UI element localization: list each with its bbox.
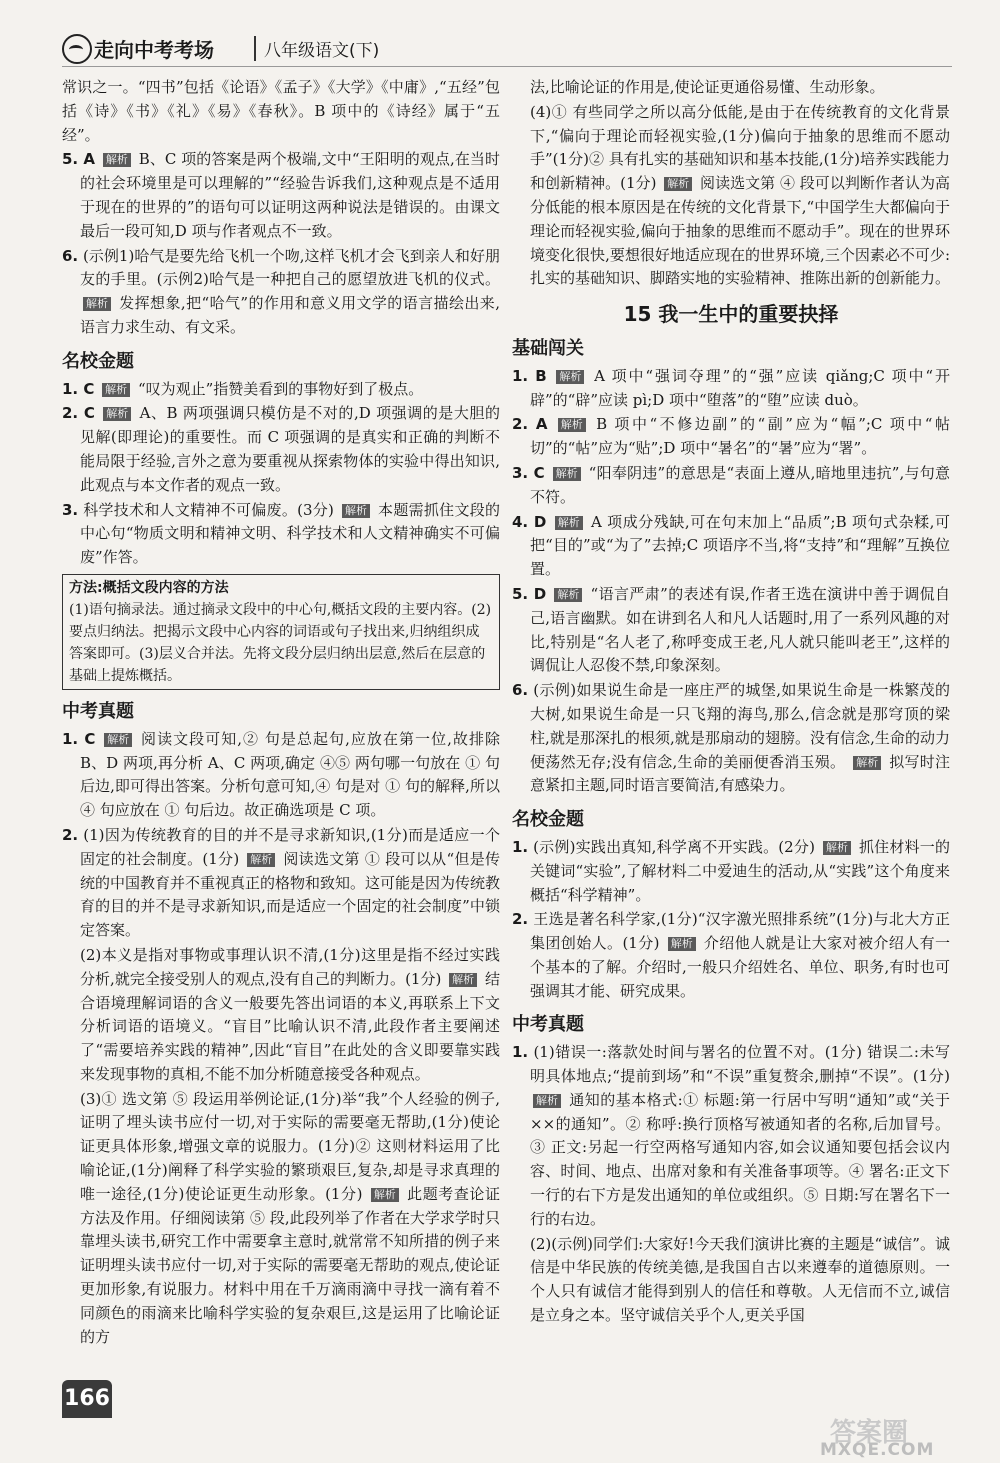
- answer-number: 1.: [512, 1043, 529, 1062]
- answer-text: 阅读文段可知,② 句是总起句,应放在第一位,故排除 B、D 两项,再分析 A、C 两项,确定 ④⑤ 两句哪一句放在 ① 句后边,即可得出答案。分析句意可知,④ 句是对 ① 句的解释,所以 ④ 句应放在 ① 句后边。故正确选项是 C 项。: [80, 729, 500, 820]
- analysis-text: 通知的基本格式:① 标题:第一行居中写明“通知”或“关于××的通知”。② 称呼:换行顶格写被通知者的名称,后加冒号。③ 正文:另起一行空两格写通知内容,如会议通知要包括会议内容、时间、地点、出席对象和有关准备事项等。④ 署名:正文下一行的右下方是发出通知的单位或组织。⑤ 日期:写在署名下一行的右边。: [530, 1090, 950, 1228]
- section-heading: 名校金题: [512, 809, 584, 831]
- analysis-tag: 解析: [533, 1094, 561, 1108]
- answer-text: (示例1)哈气是要先给飞机一个吻,这样飞机才会飞到亲人和好朋友的手里。(示例2)哈气是一种把自己的愿望放进飞机的仪式。: [80, 246, 500, 289]
- analysis-tag: 解析: [668, 937, 696, 951]
- right-column: [512, 76, 950, 1329]
- brand-title: 走向中考考场: [94, 38, 214, 62]
- header-divider: [62, 66, 952, 67]
- answer-number: 2.: [62, 825, 79, 844]
- section-heading: 中考真题: [512, 1014, 584, 1036]
- watermark-url: MXQE.COM: [820, 1440, 935, 1460]
- answer-number: 1. C: [62, 379, 95, 398]
- method-body: (1)语句摘录法。通过摘录文段中的中心句,概括文段的主要内容。(2)要点归纳法。把揭示文段中心内容的词语或句子找出来,归纳组织成答案即可。(3)层义合并法。先将文段分层归纳出层意,然后在层意的基础上提炼概括。: [69, 601, 492, 684]
- answer-text: A、B 两项强调只模仿是不对的,D 项强调的是大胆的见解(即理论)的重要性。而 C 项强调的是真实和正确的判断不能局限于经验,言外之意为要重视从探索物体的实验中得出知识,此观点与本文作者的观点一致。: [80, 404, 500, 494]
- answer-b4: [512, 511, 950, 582]
- answer-b5: [512, 583, 950, 678]
- answer-number: 3. C: [512, 463, 545, 482]
- analysis-tag: 解析: [554, 588, 582, 602]
- answer-text: A 项成分残缺,可在句末加上“品质”;B 项句式杂糅,可把“目的”或“为了”去掉;C 项语序不当,将“支持”和“理解”互换位置。: [530, 512, 950, 579]
- analysis-tag: 解析: [104, 733, 132, 747]
- analysis-tag: 解析: [247, 853, 275, 867]
- page-number: 166: [62, 1380, 112, 1418]
- answer-b1: [512, 365, 950, 413]
- answer-number: 2. A: [512, 415, 548, 434]
- answer-z2-1: [62, 824, 500, 943]
- answer-text: B、C 项的答案是两个极端,文中“王阳明的观点,在当时的社会环境里是可以理解的”“经验告诉我们,这种观点是不适用于现在的世界的”的语句可以证明这两种说法是错误的。由课文最后一段可知,D 项与作者观点不一致。: [80, 150, 500, 240]
- answer-b2: [512, 413, 950, 461]
- analysis-tag: 解析: [823, 841, 851, 855]
- analysis-tag: 解析: [103, 407, 131, 421]
- answer-6: [62, 245, 500, 340]
- lesson-title: 15 我一生中的重要抉择: [623, 302, 839, 327]
- answer-rz1: [512, 1041, 950, 1231]
- answer-number: 2. C: [62, 404, 95, 423]
- answer-number: 4. D: [512, 512, 547, 531]
- answer-m3: [62, 499, 500, 570]
- page-header: [62, 28, 952, 68]
- answer-text: “阳奉阴违”的意思是“表面上遵从,暗地里违抗”,与句意不符。: [530, 463, 950, 506]
- section-heading: 基础闯关: [512, 337, 584, 359]
- answer-text: (2)本义是指对事物或事理认识不清,(1分)这里是指不经过实践分析,就完全接受别人的观点,没有自己的判断力。(1分): [80, 945, 500, 988]
- analysis-text: 发挥想象,把“哈气”的作用和意义用文学的语言描绘出来,语言力求生动、有文采。: [80, 294, 500, 336]
- analysis-text: 抓住材料一的关键词“实验”,了解材料二中爱迪生的活动,从“实践”这个角度来概括“科学精神”。: [530, 837, 950, 904]
- answer-rm2: [512, 908, 950, 1003]
- analysis-text: 本题需抓住文段的中心句“物质文明和精神文明、科学技术和人文精神确实不可偏废”作答。: [80, 500, 500, 567]
- answer-m2: [62, 402, 500, 497]
- analysis-tag: 解析: [103, 153, 131, 167]
- analysis-text: 阅读选文第 ④ 段可以判断作者认为高分低能的根本原因是在传统的文化背景下,“中国学生大都偏向于理论而轻视实验,偏向于抽象的思维而不愿动手”。现在的世界环境变化很快,要想很好地适应现在的世界环境,三个因素必不可少:扎实的基础知识、脚踏实地的实验精神、推陈出新的创新能力。: [530, 174, 951, 288]
- answer-text: B 项中“不修边副”的“副”应为“幅”;C 项中“帖切”的“帖”应为“贴”;D 项中“暑名”的“暑”应为“署”。: [530, 415, 950, 458]
- answer-number: 1. C: [62, 729, 96, 748]
- analysis-tag: 解析: [102, 383, 130, 397]
- analysis-tag: 解析: [83, 297, 111, 311]
- answer-text: 王选是著名科学家,(1分)“汉字激光照排系统”(1分)与北大方正集团创始人。(1分): [530, 910, 950, 953]
- answer-text: (1)错误一:落款处时间与署名的位置不对。(1分) 错误二:未写明具体地点;“提前到场”和“不误”重复赘余,删掉“不误”。(1分): [530, 1043, 950, 1086]
- subject-label: 八年级语文(下): [254, 36, 379, 61]
- section-heading: 名校金题: [62, 350, 134, 372]
- answer-number: 3.: [62, 500, 79, 519]
- analysis-text: 阅读选文第 ① 段可以从“但是传统的中国教育并不重视真正的格物和致知。这可能是因为传统教育的目的并不是寻求新知识,而是适应一个固定的社会制度”中锁定答案。: [80, 849, 501, 940]
- answer-m1: [62, 378, 500, 402]
- answer-z2-3: [62, 1088, 500, 1350]
- answer-rm1: [512, 836, 950, 907]
- answer-text: (3)① 选文第 ⑤ 段运用举例论证,(1分)举“我”个人经验的例子,证明了埋头读书应付一切,对于实际的需要毫无帮助,(1分)使论证更具体形象,增强文章的说服力。(1分)② 这则材料运用了比喻论证,(1分)阐释了科学实验的繁琐艰巨,复杂,却是寻求真理的唯一途径,(1分)使论证更生动形象。(1分): [80, 1089, 500, 1203]
- analysis-tag: 解析: [664, 177, 692, 191]
- continuation-paragraph: 法,比喻论证的作用是,使论证更通俗易懂、生动形象。: [530, 78, 885, 96]
- method-title: 方法:概括文段内容的方法: [69, 579, 229, 596]
- analysis-tag: 解析: [558, 418, 586, 432]
- answer-b6: [512, 679, 950, 798]
- answer-text: 科学技术和人文精神不可偏废。(3分): [83, 500, 334, 519]
- answer-rz2: (2)(示例)同学们:大家好!今天我们演讲比赛的主题是“诚信”。诚信是中华民族的传统美德,是我国自古以来遵奉的道德原则。一个人只有诚信才能得到别人的信任和尊敬。人无信而不立,诚信是立身之本。坚守诚信关乎个人,更关乎国: [530, 1234, 950, 1325]
- analysis-tag: 解析: [371, 1188, 399, 1202]
- answer-z2-4: [512, 101, 950, 291]
- analysis-tag: 解析: [342, 504, 370, 518]
- answer-number: 6.: [512, 681, 529, 700]
- answer-text: (4)① 有些同学之所以高分低能,是由于在传统教育的文化背景下,“偏向于理论而轻视实验,(1分)偏向于抽象的思维而不愿动手”(1分)② 具有扎实的基础知识和基本技能,(1分)培养实践能力和创新精神。(1分): [530, 102, 950, 193]
- brand-logo-icon: [62, 34, 92, 64]
- answer-text: (示例)实践出真知,科学离不开实践。(2分): [533, 837, 815, 856]
- answer-number: 1.: [512, 837, 529, 856]
- analysis-text: 结合语境理解词语的含义一般要先答出词语的本义,再联系上下文分析词语的语境义。“盲目”比喻认识不清,此段作者主要阐述了“需要培养实践的精神”,因此“盲目”在此处的含义即要靠实践来发现事物的真相,不能不加分析随意接受各种观点。: [80, 969, 500, 1083]
- answer-z1: [62, 728, 500, 823]
- answer-b3: [512, 462, 950, 510]
- watermark-logo: 答案圈: [830, 1418, 909, 1448]
- section-heading: 中考真题: [62, 700, 134, 722]
- answer-number: 6.: [62, 246, 79, 265]
- answer-text: A 项中“强词夺理”的“强”应读 qiǎng;C 项中“开辟”的“辟”应读 pì;D 项中“堕落”的“堕”应读 duò。: [530, 366, 950, 409]
- analysis-tag: 解析: [853, 756, 881, 770]
- method-box: [62, 574, 500, 690]
- analysis-tag: 解析: [553, 467, 581, 481]
- analysis-text: 介绍他人就是让大家对被介绍人有一个基本的了解。介绍时,一般只介绍姓名、单位、职务,有时也可强调其才能、研究成果。: [530, 934, 950, 1000]
- answer-text: “语言严肃”的表述有误,作者王选在演讲中善于调侃自己,语言幽默。如在讲到名人和凡人话题时,用了一系列风趣的对比,特别是“名人老了,称呼变成王老,凡人就只能叫老王”,这样的调侃让人忍俊不禁,印象深刻。: [530, 584, 951, 675]
- answer-number: 2.: [512, 910, 529, 929]
- answer-z2-2: [62, 944, 500, 1087]
- answer-number: 5. A: [62, 150, 96, 169]
- answer-text: (示例)如果说生命是一座庄严的城堡,如果说生命是一株繁茂的大树,如果说生命是一只飞翔的海鸟,那么,信念就是那穹顶的梁柱,就是那深扎的根须,就是那扇动的翅膀。没有信念,生命的动力便荡然无存;没有信念,生命的美丽便香消玉殒。: [530, 681, 950, 771]
- answer-number: 5. D: [512, 584, 547, 603]
- analysis-tag: 解析: [555, 516, 583, 530]
- analysis-text: 此题考查论证方法及作用。仔细阅读第 ⑤ 段,此段列举了作者在大学求学时只靠埋头读书,研究工作中需要拿主意时,就常常不知所措的例子来证明埋头读书应付一切,对于实际的需要毫无帮助的观点,使论证更加形象,有说服力。材料中用在千万滴雨滴中寻找一滴有着不同颜色的雨滴来比喻科学实验的复杂艰巨,这是运用了比喻论证的方: [80, 1184, 500, 1346]
- intro-paragraph: 常识之一。“四书”包括《论语》《孟子》《大学》《中庸》,“五经”包括《诗》《书》《礼》《易》《春秋》。B 项中的《诗经》属于“五经”。: [62, 78, 500, 144]
- analysis-tag: 解析: [556, 370, 584, 384]
- answer-text: “叹为观止”指赞美看到的事物好到了极点。: [137, 379, 424, 398]
- answer-number: 1. B: [512, 366, 547, 385]
- analysis-text: 拟写时注意紧扣主题,同时语言要简洁,有感染力。: [530, 752, 950, 795]
- analysis-tag: 解析: [449, 973, 477, 987]
- answer-text: (1)因为传统教育的目的并不是寻求新知识,(1分)而是适应一个固定的社会制度。(1分): [80, 825, 500, 868]
- left-column: [62, 76, 500, 1350]
- answer-5: [62, 148, 500, 243]
